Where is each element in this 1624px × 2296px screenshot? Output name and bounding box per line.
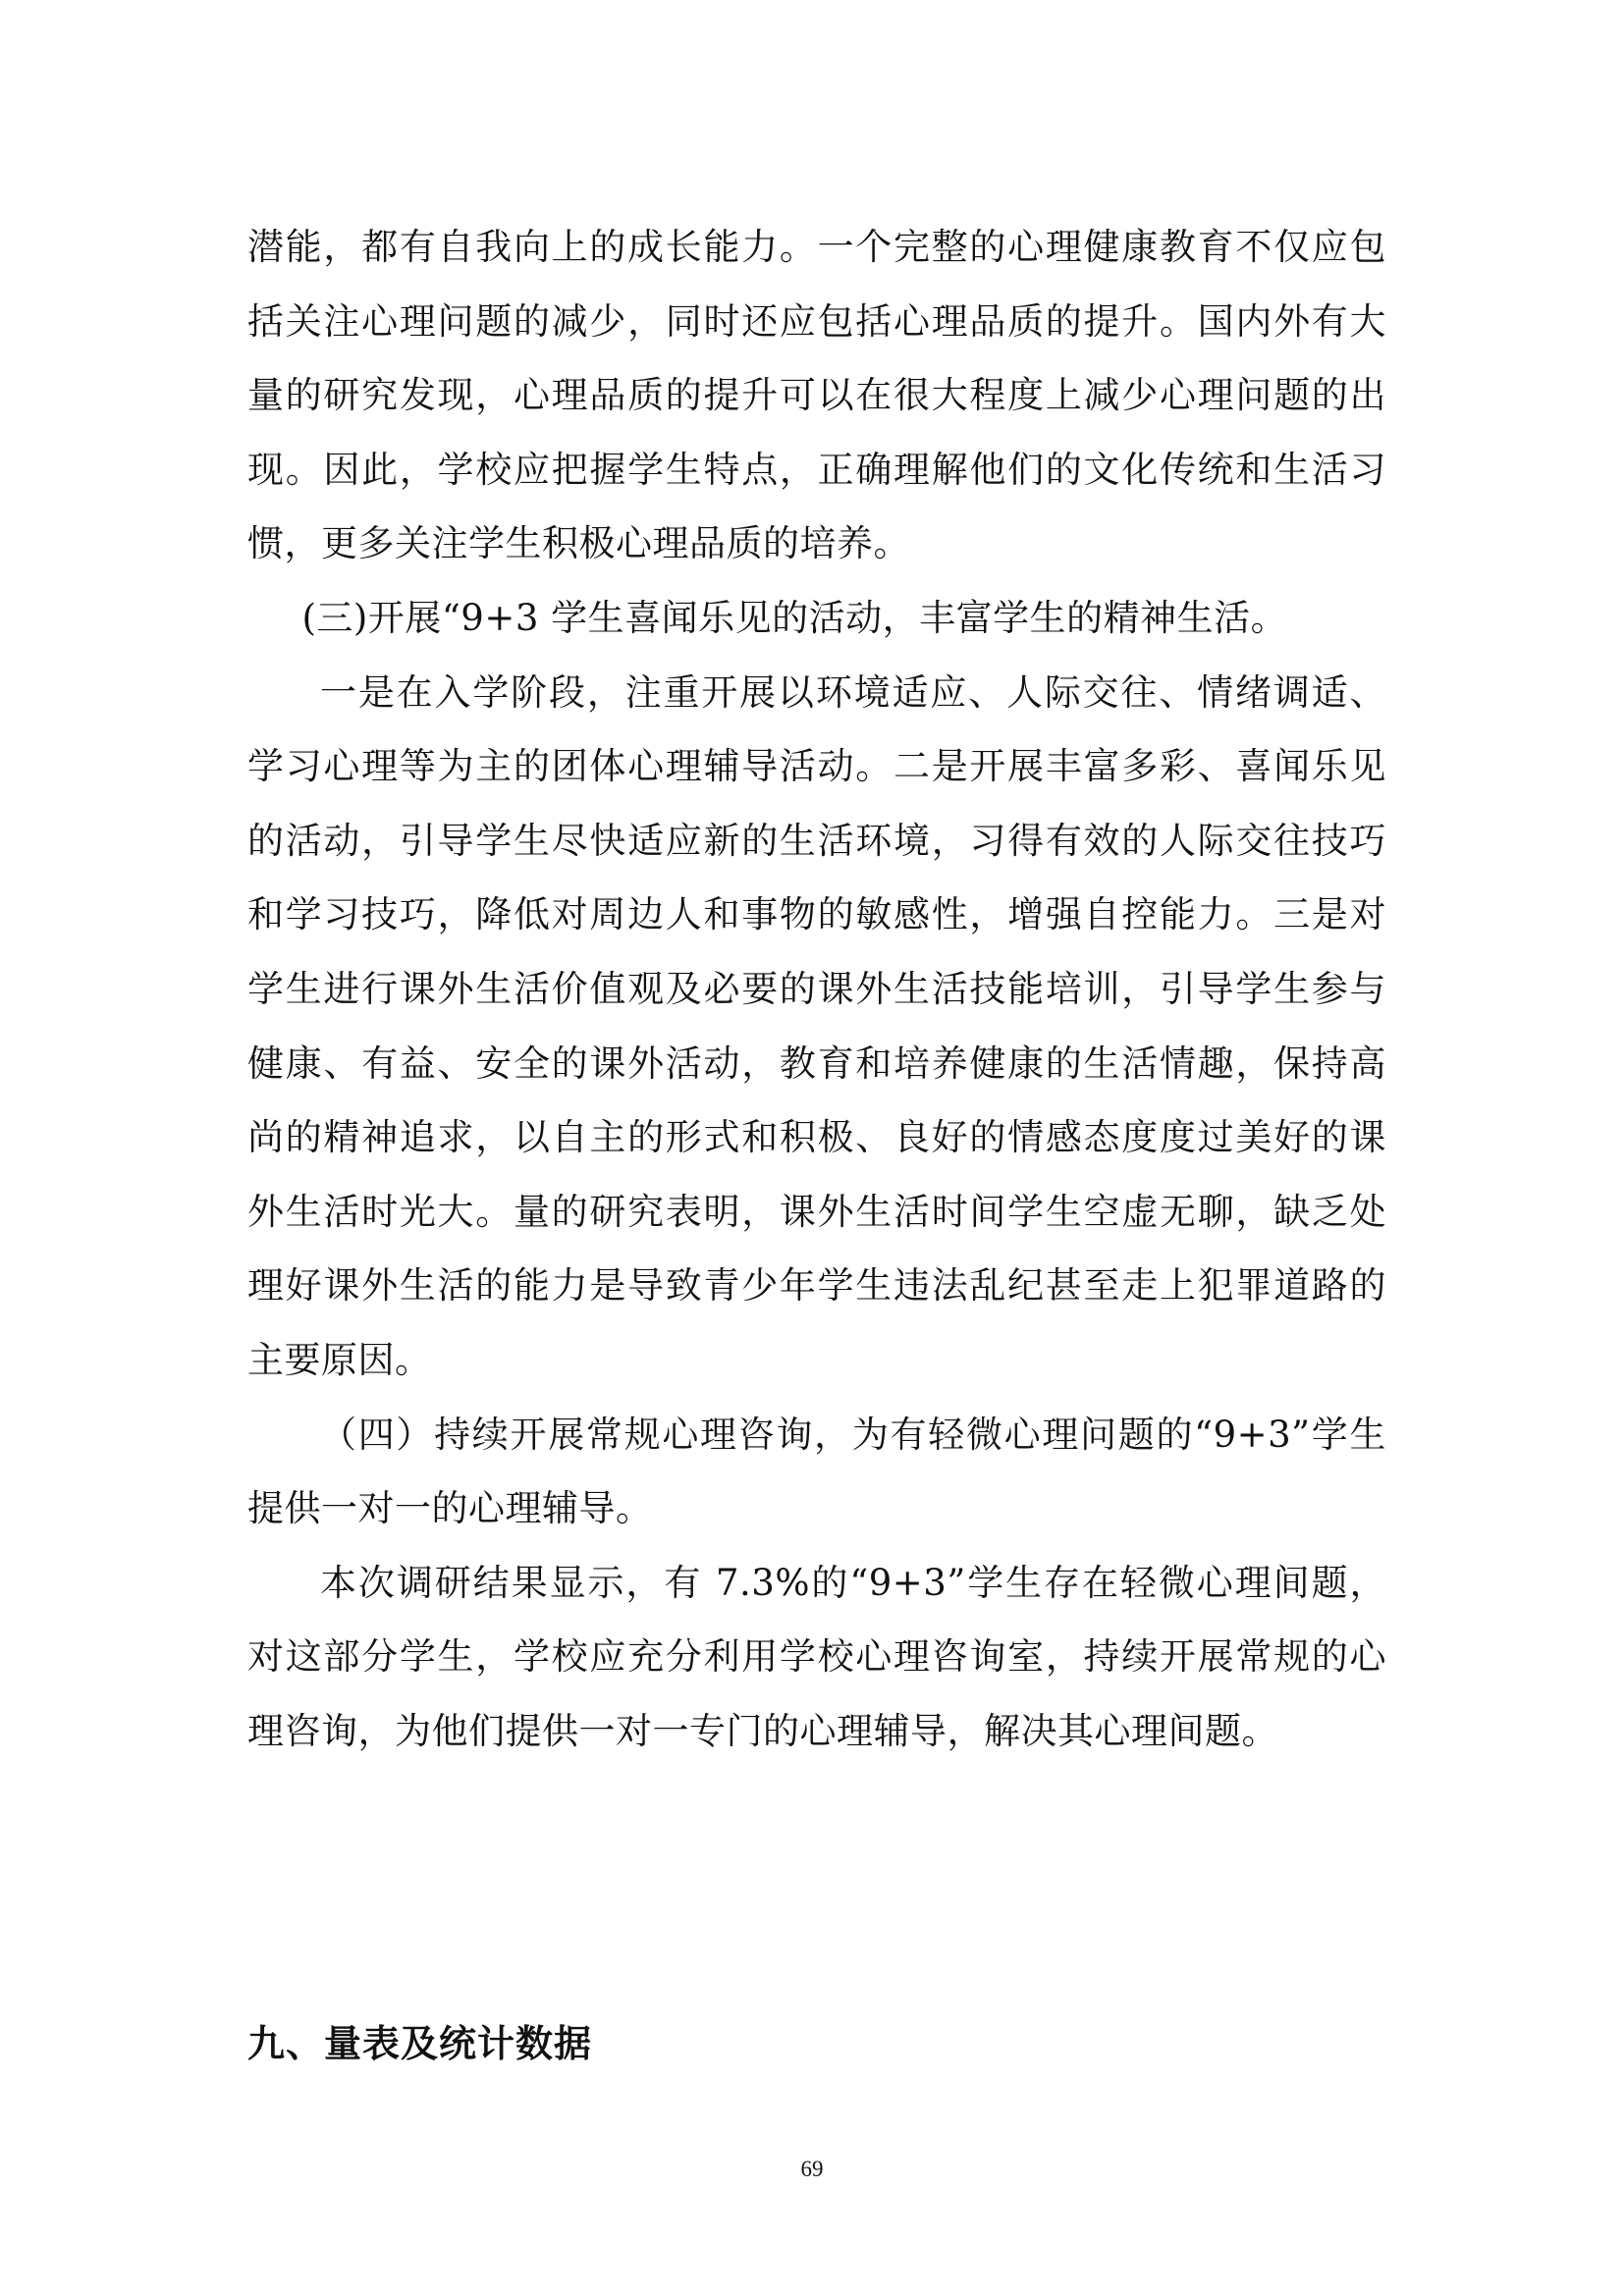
- page-number: 69: [800, 2157, 824, 2181]
- paragraph-activities: 一是在入学阶段，注重开展以环境适应、人际交往、情绪调适、学习心理等为主的团体心理辅导活动。二是开展丰富多彩、喜闻乐见的活动，引导学生尽快适应新的生活环境，习得有效的人际交往技巧和学习技巧，降低对周边人和事物的敏感性，增强自控能力。三是对学生进行课外生活价值观及必要的课外生活技能培训，引导学生参与健康、有益、安全的课外活动，教育和培养健康的生活情趣，保持高尚的精神追求，以自主的形式和积极、良好的情感态度度过美好的课外生活时光大。量的研究表明，课外生活时间学生空虚无聊，缺乏处理好课外生活的能力是导致青少年学生违法乱纪甚至走上犯罪道路的主要原因。: [247, 670, 1386, 1381]
- paragraph-continuation: 潜能，都有自我向上的成长能力。一个完整的心理健康教育不仅应包括关注心理问题的减少，同时还应包括心理品质的提升。国内外有大量的研究发现，心理品质的提升可以在很大程度上减少心理问题的出现。因此，学校应把握学生特点，正确理解他们的文化传统和生活习惯，更多关注学生积极心理品质的培养。: [247, 226, 1386, 565]
- subheading-four: （四）持续开展常规心理咨询，为有轻微心理问题的“9+3”学生提供一对一的心理辅导。: [247, 1413, 1386, 1530]
- body-text: [247, 210, 1386, 1768]
- paragraph-survey-result: 本次调研结果显示，有 7.3%的“9+3”学生存在轻微心理间题，对这部分学生，学校应充分利用学校心理咨询室，持续开展常规的心理咨询，为他们提供一对一专门的心理辅导，解决其心理间题。: [247, 1561, 1386, 1752]
- section-heading: 九、量表及统计数据: [247, 2022, 593, 2065]
- subheading-three: (三)开展“9+3 学生喜闻乐见的活动，丰富学生的精神生活。: [301, 596, 1288, 639]
